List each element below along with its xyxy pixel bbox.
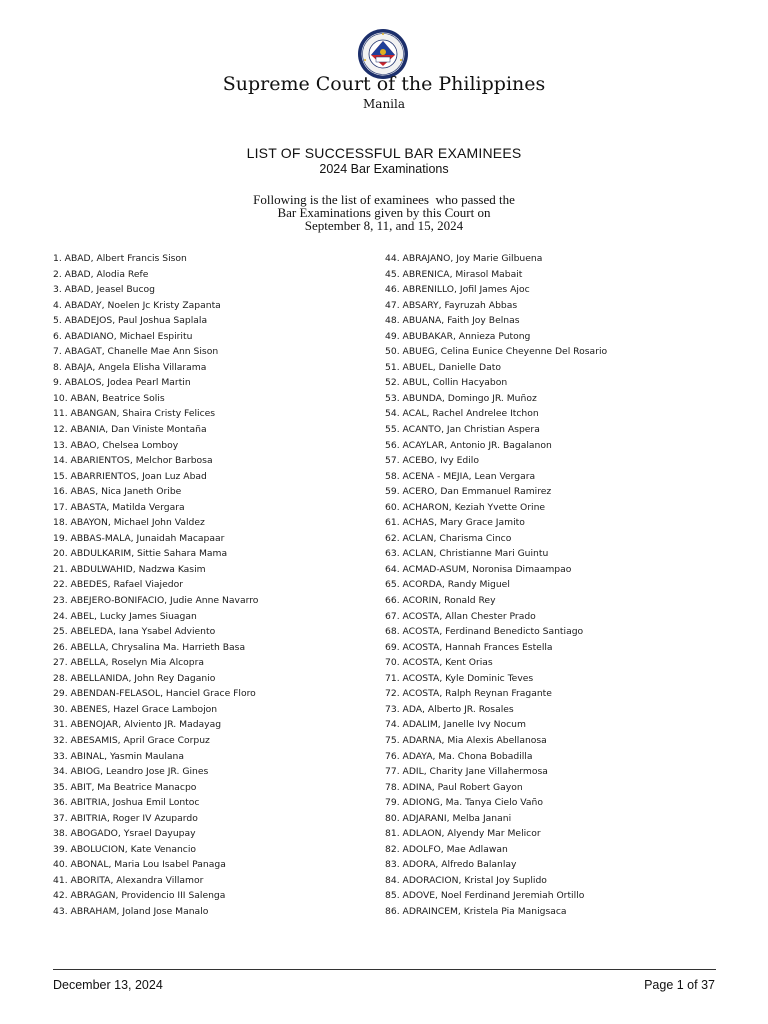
examinee-entry: 81. ADLAON, Alyendy Mar Melicor: [385, 828, 541, 840]
examinee-entry: 33. ABINAL, Yasmin Maulana: [53, 750, 184, 762]
examinee-entry: 31. ABENOJAR, Alviento JR. Madayag: [53, 719, 222, 731]
examinee-entry: 58. ACENA - MEJIA, Lean Vergara: [385, 470, 536, 482]
examinee-entry: 32. ABESAMIS, April Grace Corpuz: [53, 734, 210, 746]
examinee-entry: 16. ABAS, Nica Janeth Oribe: [53, 486, 182, 498]
examinee-entry: 61. ACHAS, Mary Grace Jamito: [385, 517, 525, 529]
examinee-entry: 54. ACAL, Rachel Andrelee Itchon: [385, 408, 539, 420]
examinee-entry: 46. ABRENILLO, Jofil James Ajoc: [385, 284, 530, 296]
examinee-entry: 41. ABORITA, Alexandra Villamor: [53, 874, 204, 886]
examinee-entry: 83. ADORA, Alfredo Balanlay: [385, 859, 517, 871]
examinee-entry: 26. ABELLA, Chrysalina Ma. Harrieth Basa: [53, 641, 246, 653]
intro-line: Bar Examinations given by this Court on: [277, 205, 491, 220]
examinee-entry: 17. ABASTA, Matilda Vergara: [53, 501, 185, 513]
examinee-entry: 70. ACOSTA, Kent Orias: [385, 657, 493, 669]
examinee-entry: 30. ABENES, Hazel Grace Lambojon: [53, 703, 218, 715]
examinee-entry: 19. ABBAS-MALA, Junaidah Macapaar: [53, 532, 225, 544]
intro-paragraph: [0, 193, 768, 232]
examinee-entry: 50. ABUEG, Celina Eunice Cheyenne Del Rosario: [385, 346, 608, 358]
examinee-entry: 77. ADIL, Charity Jane Villahermosa: [385, 766, 548, 778]
examinee-entry: 6. ABADIANO, Michael Espiritu: [53, 330, 193, 342]
examinee-entry: 35. ABIT, Ma Beatrice Manacpo: [53, 781, 197, 793]
examinee-entry: 12. ABANIA, Dan Viniste Montaña: [53, 424, 207, 436]
court-city: Manila: [363, 97, 405, 111]
examinee-entry: 57. ACEBO, Ivy Edilo: [385, 455, 479, 467]
examinee-entry: 38. ABOGADO, Ysrael Dayupay: [53, 828, 196, 840]
examinee-entry: 48. ABUANA, Faith Joy Belnas: [385, 315, 520, 327]
examinee-entry: 45. ABRENICA, Mirasol Mabait: [385, 268, 523, 280]
intro-line: Following is the list of examinees who passed the: [253, 192, 515, 207]
court-name: Supreme Court of the Philippines: [222, 73, 546, 95]
examinee-entry: 78. ADINA, Paul Robert Gayon: [385, 781, 523, 793]
examinee-list-right-column: [385, 251, 715, 920]
intro-line: September 8, 11, and 15, 2024: [304, 218, 464, 233]
examinee-entry: 60. ACHARON, Keziah Yvette Orine: [385, 501, 546, 513]
examinee-entry: 79. ADIONG, Ma. Tanya Cielo Vaño: [385, 797, 543, 809]
examinee-entry: 22. ABEDES, Rafael Viajedor: [53, 579, 183, 591]
examinee-entry: 43. ABRAHAM, Joland Jose Manalo: [53, 905, 209, 917]
examinee-entry: 36. ABITRIA, Joshua Emil Lontoc: [53, 797, 200, 809]
examinee-entry: 86. ADRAINCEM, Kristela Pia Manigsaca: [385, 905, 567, 917]
examinee-entry: 49. ABUBAKAR, Annieza Putong: [385, 330, 531, 342]
examinee-entry: 55. ACANTO, Jan Christian Aspera: [385, 424, 540, 436]
examinee-entry: 85. ADOVE, Noel Ferdinand Jeremiah Ortillo: [385, 890, 585, 902]
examinee-entry: 73. ADA, Alberto JR. Rosales: [385, 703, 514, 715]
page-number: Page 1 of 37: [644, 978, 715, 992]
examinee-entry: 20. ABDULKARIM, Sittie Sahara Mama: [53, 548, 228, 560]
examinee-entry: 74. ADALIM, Janelle Ivy Nocum: [385, 719, 526, 731]
examinee-entry: 53. ABUNDA, Domingo JR. Muñoz: [385, 392, 537, 404]
examinee-entry: 75. ADARNA, Mia Alexis Abellanosa: [385, 734, 547, 746]
examinee-entry: 14. ABARIENTOS, Melchor Barbosa: [53, 455, 213, 467]
examinee-entry: 71. ACOSTA, Kyle Dominic Teves: [385, 672, 534, 684]
examinee-entry: 66. ACORIN, Ronald Rey: [385, 595, 496, 607]
examinee-entry: 76. ADAYA, Ma. Chona Bobadilla: [385, 750, 533, 762]
examinee-entry: 39. ABOLUCION, Kate Venancio: [53, 843, 197, 855]
examinee-entry: 2. ABAD, Alodia Refe: [53, 268, 149, 280]
examinee-entry: 80. ADJARANI, Melba Janani: [385, 812, 512, 824]
examinee-entry: 84. ADORACION, Kristal Joy Suplido: [385, 874, 547, 886]
examinee-entry: 42. ABRAGAN, Providencio III Salenga: [53, 890, 226, 902]
footer-divider: [53, 969, 716, 970]
list-subtitle: 2024 Bar Examinations: [319, 162, 449, 176]
examinee-entry: 27. ABELLA, Roselyn Mia Alcopra: [53, 657, 205, 669]
examinee-entry: 13. ABAO, Chelsea Lomboy: [53, 439, 179, 451]
examinee-entry: 7. ABAGAT, Chanelle Mae Ann Sison: [53, 346, 219, 358]
list-title: LIST OF SUCCESSFUL BAR EXAMINEES: [246, 145, 522, 161]
examinee-entry: 34. ABIOG, Leandro Jose JR. Gines: [53, 766, 209, 778]
examinee-entry: 44. ABRAJANO, Joy Marie Gilbuena: [385, 253, 543, 264]
examinee-entry: 21. ABDULWAHID, Nadzwa Kasim: [53, 563, 206, 575]
examinee-entry: 67. ACOSTA, Allan Chester Prado: [385, 610, 536, 622]
examinee-entry: 29. ABENDAN-FELASOL, Hanciel Grace Floro: [53, 688, 256, 700]
examinee-entry: 82. ADOLFO, Mae Adlawan: [385, 843, 508, 855]
footer-date: December 13, 2024: [53, 978, 163, 992]
examinee-list-left-column: [53, 251, 383, 920]
examinee-entry: 18. ABAYON, Michael John Valdez: [53, 517, 205, 529]
examinee-entry: 68. ACOSTA, Ferdinand Benedicto Santiago: [385, 626, 584, 638]
examinee-entry: 8. ABAJA, Angela Elisha Villarama: [53, 361, 207, 373]
examinee-entry: 1. ABAD, Albert Francis Sison: [53, 253, 187, 264]
examinee-entry: 69. ACOSTA, Hannah Frances Estella: [385, 641, 553, 653]
examinee-entry: 23. ABEJERO-BONIFACIO, Judie Anne Navarro: [53, 595, 259, 607]
examinee-entry: 40. ABONAL, Maria Lou Isabel Panaga: [53, 859, 226, 871]
examinee-entry: 25. ABELEDA, Iana Ysabel Adviento: [53, 626, 216, 638]
examinee-entry: 5. ABADEJOS, Paul Joshua Saplala: [53, 315, 208, 327]
examinee-entry: 15. ABARRIENTOS, Joan Luz Abad: [53, 470, 207, 482]
examinee-entry: 28. ABELLANIDA, John Rey Daganio: [53, 672, 216, 684]
examinee-entry: 52. ABUL, Collin Hacyabon: [385, 377, 508, 389]
examinee-entry: 4. ABADAY, Noelen Jc Kristy Zapanta: [53, 299, 221, 311]
examinee-entry: 62. ACLAN, Charisma Cinco: [385, 532, 512, 544]
examinee-entry: 56. ACAYLAR, Antonio JR. Bagalanon: [385, 439, 552, 451]
examinee-entry: 59. ACERO, Dan Emmanuel Ramirez: [385, 486, 552, 498]
examinee-entry: 3. ABAD, Jeasel Bucog: [53, 284, 156, 296]
examinee-entry: 47. ABSARY, Fayruzah Abbas: [385, 299, 518, 311]
examinee-entry: 24. ABEL, Lucky James Siuagan: [53, 610, 197, 622]
examinee-entry: 64. ACMAD-ASUM, Noronisa Dimaampao: [385, 563, 572, 575]
examinee-entry: 10. ABAN, Beatrice Solis: [53, 392, 165, 404]
examinee-entry: 9. ABALOS, Jodea Pearl Martin: [53, 377, 191, 389]
examinee-entry: 72. ACOSTA, Ralph Reynan Fragante: [385, 688, 552, 700]
examinee-entry: 11. ABANGAN, Shaira Cristy Felices: [53, 408, 216, 420]
examinee-entry: 63. ACLAN, Christianne Mari Guintu: [385, 548, 549, 560]
examinee-entry: 65. ACORDA, Randy Miguel: [385, 579, 510, 591]
examinee-entry: 51. ABUEL, Danielle Dato: [385, 361, 501, 373]
examinee-entry: 37. ABITRIA, Roger IV Azupardo: [53, 812, 198, 824]
